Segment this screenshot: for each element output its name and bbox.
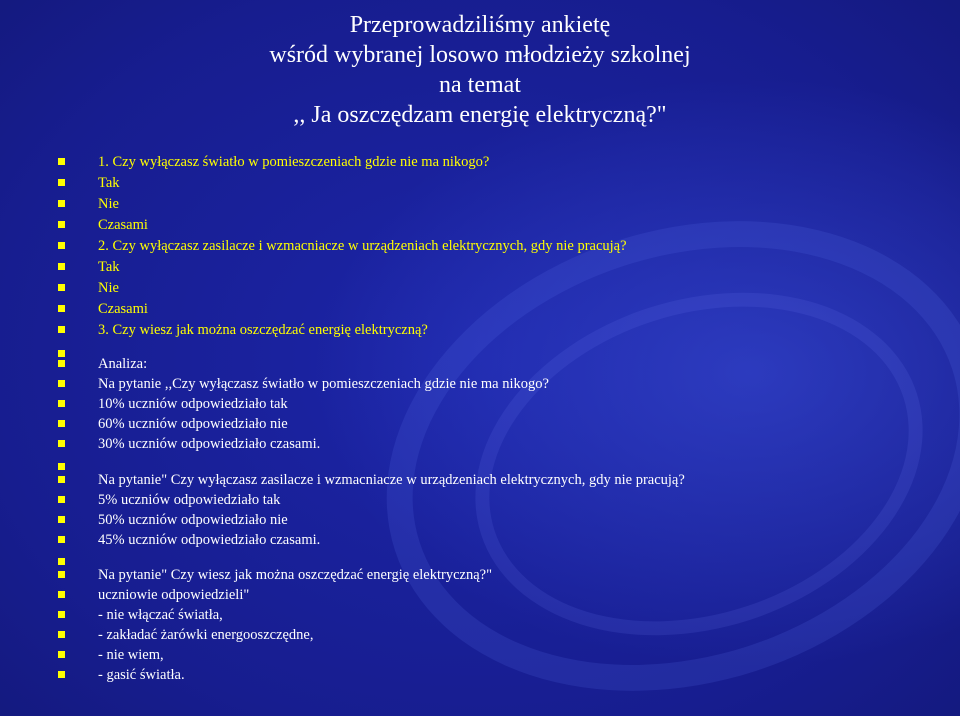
bullet-text: 3. Czy wiesz jak można oszczędzać energię elektryczną? bbox=[98, 322, 428, 338]
title-line-2: wśród wybranej losowo młodzieży szkolnej bbox=[269, 42, 691, 68]
bullet-text: - nie włączać światła, bbox=[98, 607, 223, 623]
square-bullet-icon bbox=[58, 284, 65, 291]
bullet-line bbox=[58, 236, 948, 256]
square-bullet-icon bbox=[58, 496, 65, 503]
bullet-text: - zakładać żarówki energooszczędne, bbox=[98, 627, 314, 643]
square-bullet-icon bbox=[58, 440, 65, 447]
bullet-text: Analiza: bbox=[98, 356, 148, 372]
bullet-text: 2. Czy wyłączasz zasilacze i wzmacniacze w urządzeniach elektrycznych, gdy nie pracują? bbox=[98, 238, 627, 254]
square-bullet-icon bbox=[58, 263, 65, 270]
bullet-line bbox=[58, 605, 948, 625]
bullet-text: 5% uczniów odpowiedziało tak bbox=[98, 492, 281, 508]
square-bullet-icon bbox=[58, 158, 65, 165]
bullet-text: Na pytanie" Czy wiesz jak można oszczędzać energię elektryczną?" bbox=[98, 567, 493, 583]
square-bullet-icon bbox=[58, 179, 65, 186]
square-bullet-icon bbox=[58, 400, 65, 407]
bullet-text: Czasami bbox=[98, 217, 148, 233]
bullet-line bbox=[58, 470, 948, 490]
square-bullet-icon bbox=[58, 671, 65, 678]
title-line-4: ,, Ja oszczędzam energię elektryczną?" bbox=[293, 102, 667, 128]
square-bullet-icon bbox=[58, 631, 65, 638]
bullet-line bbox=[58, 374, 948, 394]
bullet-text: - gasić światła. bbox=[98, 667, 185, 683]
square-bullet-icon bbox=[58, 516, 65, 523]
square-bullet-icon bbox=[58, 380, 65, 387]
bullet-line bbox=[58, 510, 948, 530]
bullet-line bbox=[58, 257, 948, 277]
square-bullet-icon bbox=[58, 591, 65, 598]
bullet-text: 1. Czy wyłączasz światło w pomieszczeniach gdzie nie ma nikogo? bbox=[98, 154, 490, 170]
bullet-line bbox=[58, 414, 948, 434]
square-bullet-icon bbox=[58, 420, 65, 427]
square-bullet-icon bbox=[58, 360, 65, 367]
bullet-line bbox=[58, 354, 948, 374]
bullet-line bbox=[58, 585, 948, 605]
bullet-line bbox=[58, 625, 948, 645]
square-bullet-icon bbox=[58, 200, 65, 207]
bullet-text: Tak bbox=[98, 259, 120, 275]
bullet-text: 10% uczniów odpowiedziało tak bbox=[98, 396, 288, 412]
bullet-line bbox=[58, 173, 948, 193]
bullet-line bbox=[58, 490, 948, 510]
square-bullet-icon bbox=[58, 571, 65, 578]
square-bullet-icon bbox=[58, 463, 65, 470]
bullet-text: uczniowie odpowiedzieli" bbox=[98, 587, 250, 603]
bullet-line bbox=[58, 152, 948, 172]
bullet-text: 30% uczniów odpowiedziało czasami. bbox=[98, 436, 321, 452]
bullet-line bbox=[58, 320, 948, 340]
bullet-line bbox=[58, 194, 948, 214]
bullet-line bbox=[58, 565, 948, 585]
bullet-line bbox=[58, 299, 948, 319]
square-bullet-icon bbox=[58, 242, 65, 249]
title-line-3: na temat bbox=[439, 72, 521, 98]
bullet-line bbox=[58, 645, 948, 665]
square-bullet-icon bbox=[58, 476, 65, 483]
bullet-text: 50% uczniów odpowiedziało nie bbox=[98, 512, 288, 528]
bullet-line bbox=[58, 394, 948, 414]
square-bullet-icon bbox=[58, 651, 65, 658]
bullet-text: Nie bbox=[98, 280, 119, 296]
title-line-1: Przeprowadziliśmy ankietę bbox=[349, 12, 611, 38]
square-bullet-icon bbox=[58, 558, 65, 565]
bullet-text: 45% uczniów odpowiedziało czasami. bbox=[98, 532, 321, 548]
bullet-text: Nie bbox=[98, 196, 119, 212]
bullet-text: Tak bbox=[98, 175, 120, 191]
bullet-text: 60% uczniów odpowiedziało nie bbox=[98, 416, 288, 432]
bullet-text: Na pytanie ,,Czy wyłączasz światło w pomieszczeniach gdzie nie ma nikogo? bbox=[98, 376, 549, 392]
square-bullet-icon bbox=[58, 305, 65, 312]
bullet-line bbox=[58, 434, 948, 454]
bullet-line bbox=[58, 215, 948, 235]
square-bullet-icon bbox=[58, 221, 65, 228]
square-bullet-icon bbox=[58, 326, 65, 333]
slide-title bbox=[0, 10, 960, 130]
bullet-line bbox=[58, 665, 948, 685]
bullet-line bbox=[58, 278, 948, 298]
bullet-text: - nie wiem, bbox=[98, 647, 164, 663]
square-bullet-icon bbox=[58, 536, 65, 543]
bullet-text: Na pytanie" Czy wyłączasz zasilacze i wzmacniacze w urządzeniach elektrycznych, gdy nie pracują? bbox=[98, 472, 685, 488]
bullet-line bbox=[58, 530, 948, 550]
square-bullet-icon bbox=[58, 611, 65, 618]
bullet-text: Czasami bbox=[98, 301, 148, 317]
